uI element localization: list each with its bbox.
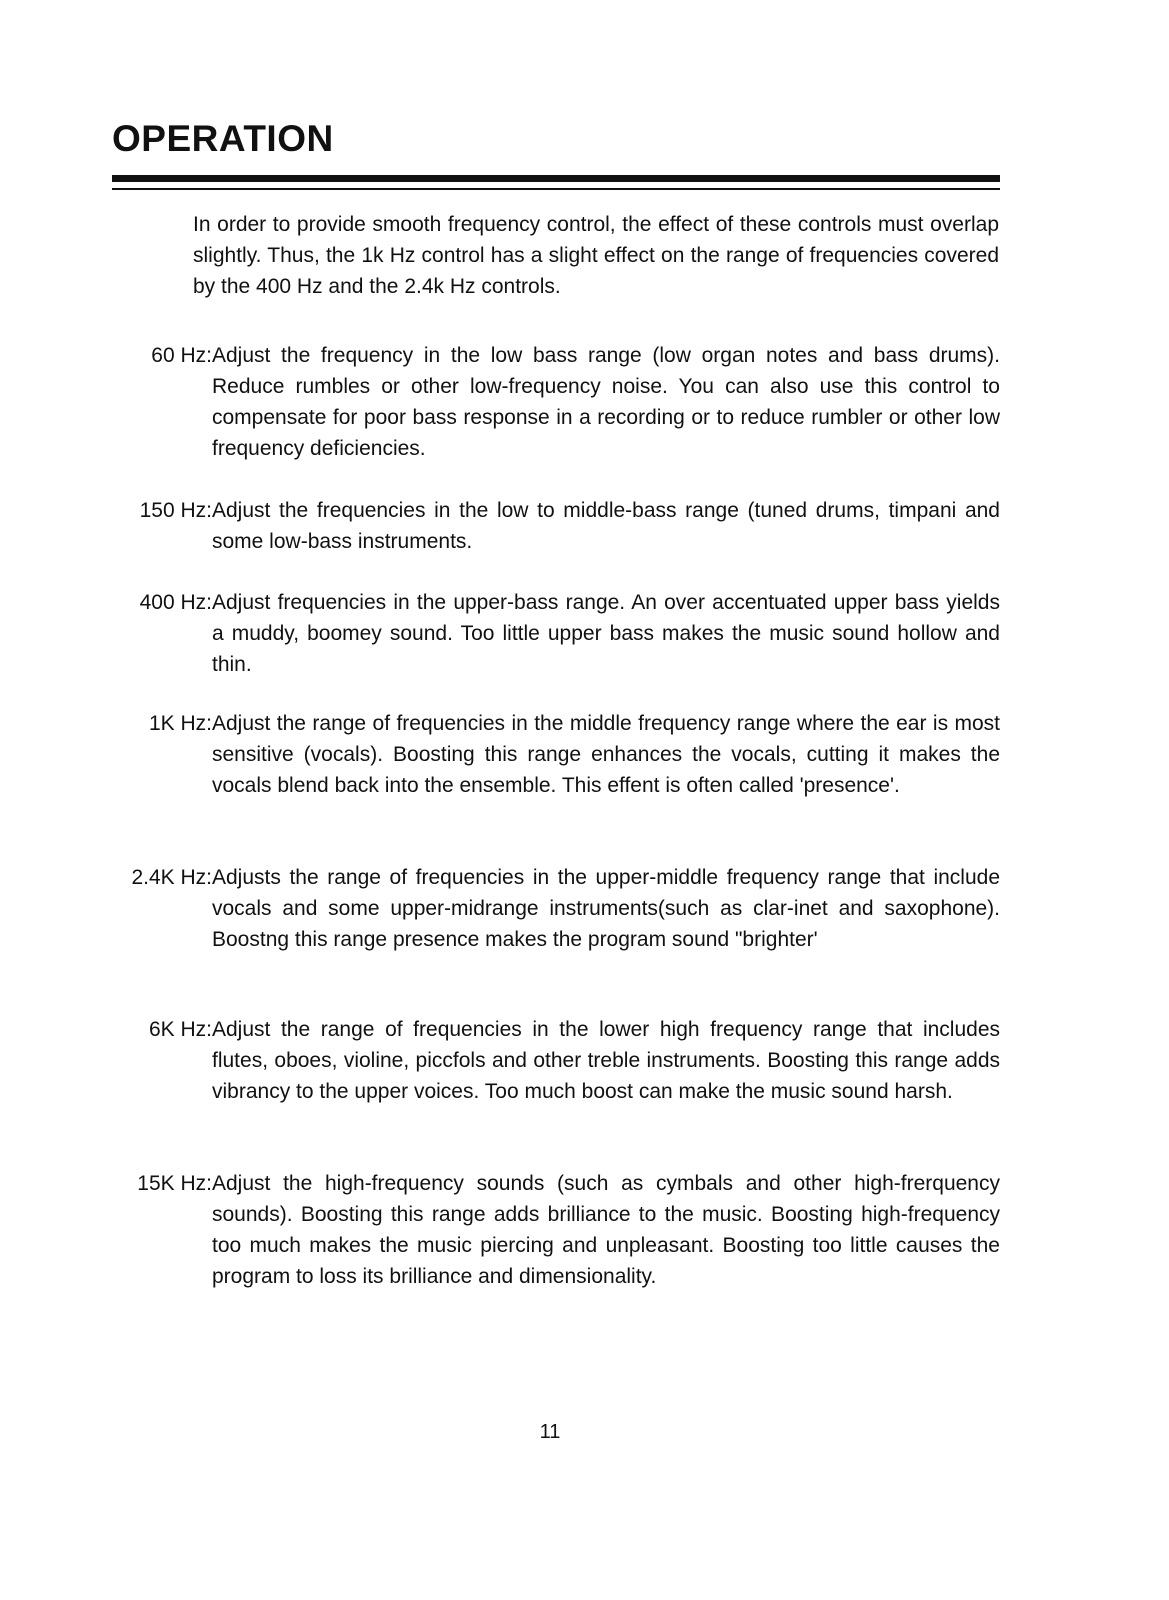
section-heading: OPERATION — [112, 118, 334, 159]
entry-6khz — [112, 1014, 1000, 1107]
entry-term: 400 Hz: — [139, 591, 212, 614]
heading-rule-thin — [112, 188, 1000, 190]
entry-description: Adjusts the range of frequencies in the upper-middle frequency range that include vocals and some upper-midrange instruments(such as clar-inet and saxophone). Boostng this range presence makes the program sound "brighter' — [212, 866, 1000, 951]
intro-paragraph: In order to provide smooth frequency control, the effect of these controls must overlap slightly. Thus, the 1k Hz control has a slight effect on the range of frequencies covered by the 400 Hz and the 2.4k Hz controls. — [193, 213, 999, 298]
entry-description: Adjust the range of frequencies in the middle frequency range where the ear is most sensitive (vocals). Boosting this range enhances the vocals, cutting it makes the vocals blend back into the ensemble. This effent is often called 'presence'. — [212, 712, 1000, 797]
entry-term: 60 Hz: — [151, 344, 212, 367]
entry-description: Adjust the frequency in the low bass range (low organ notes and bass drums). Reduce rumbles or other low-frequency noise. You can also use this control to compensate for poor bass response in a recording or to reduce rumbler or other low frequency deficiencies. — [212, 344, 1000, 460]
entry-description: Adjust the frequencies in the low to middle-bass range (tuned drums, timpani and some low-bass instruments. — [212, 499, 1000, 553]
entry-term: 2.4K Hz: — [131, 866, 212, 889]
entry-60hz — [112, 340, 1000, 464]
heading-rule-thick — [112, 175, 1000, 182]
entry-1khz — [112, 708, 1000, 801]
entry-description: Adjust frequencies in the upper-bass range. An over accentuated upper bass yields a muddy, boomey sound. Too little upper bass makes the music sound hollow and thin. — [212, 591, 1000, 676]
page-number: 11 — [539, 1421, 561, 1443]
entry-term: 1K Hz: — [148, 712, 212, 735]
entry-term: 15K Hz: — [137, 1172, 212, 1195]
entry-150hz — [112, 495, 1000, 557]
entry-description: Adjust the range of frequencies in the lower high frequency range that includes flutes, oboes, violine, piccfols and other treble instruments. Boosting this range adds vibrancy to the upper voices. Too much boost can make the music sound harsh. — [212, 1018, 1000, 1103]
entry-15khz — [112, 1168, 1000, 1292]
entry-400hz — [112, 587, 1000, 680]
entry-2-4khz — [112, 862, 1000, 955]
entry-term: 150 Hz: — [139, 499, 212, 522]
entry-description: Adjust the high-frequency sounds (such as cymbals and other high-frerquency sounds). Boosting this range adds brilliance to the music. Boosting high-frequency too much makes the music piercing and unpleasant. Boosting too little causes the program to loss its brilliance and dimensionality. — [212, 1172, 1000, 1288]
entry-term: 6K Hz: — [148, 1018, 212, 1041]
